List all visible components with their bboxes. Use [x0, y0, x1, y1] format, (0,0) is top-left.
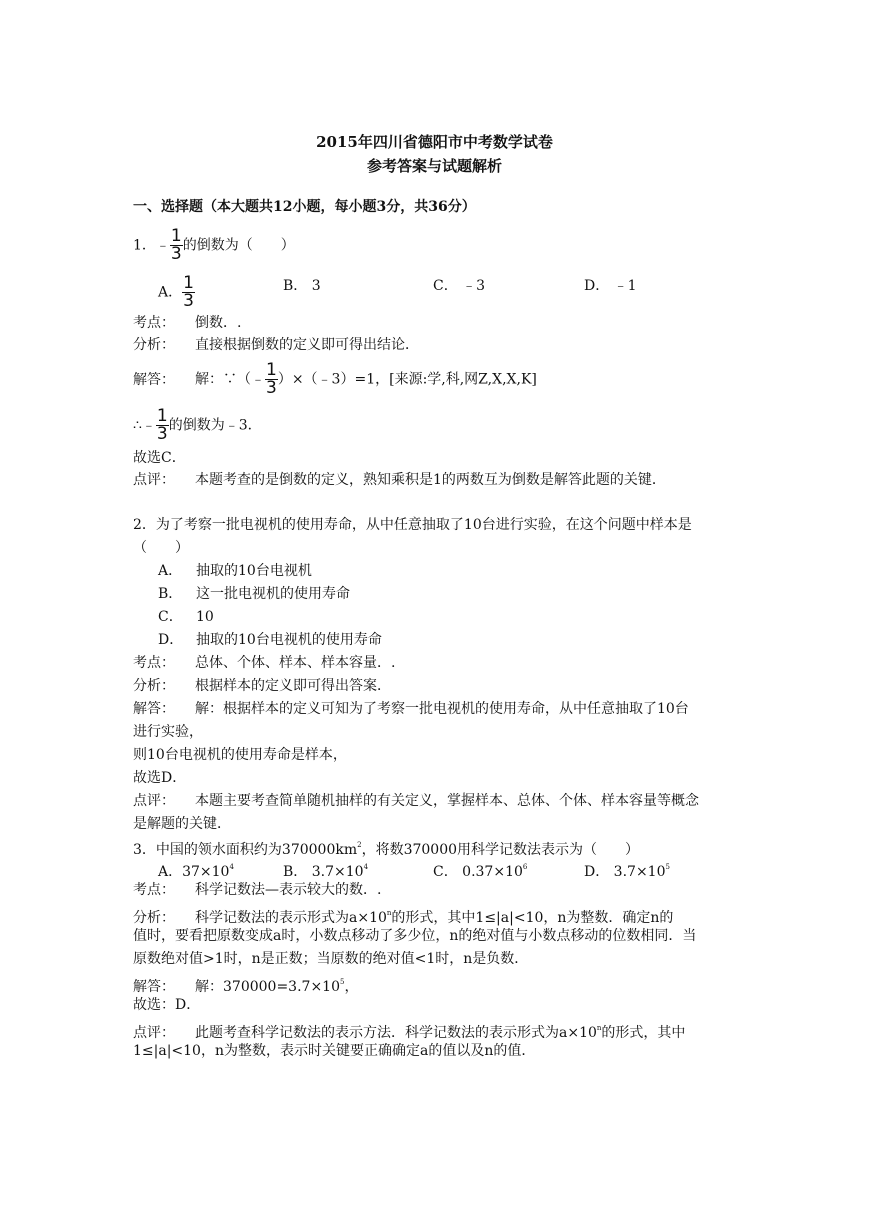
q2-dianping-line2: 是解题的关键．: [133, 816, 231, 832]
q3-fenxi-line3: 原数绝对值>1时，n是正数；当原数的绝对值<1时，n是负数．: [133, 951, 529, 967]
q3-option-c: C． $0.37\times 10^6$: [433, 863, 528, 880]
q3-fenxi: 分析： 科学记数法的表示形式为$a\times 10^n$的形式，其中1≤|a|<10，n为整数．确定n的: [133, 909, 674, 926]
q3-stem: 3．中国的领水面积约为$370000km^2$，将数370000用科学记数法表示为（ ）: [133, 841, 640, 858]
q2-option-c: C． 10: [158, 609, 214, 625]
fraction-one-third: $\frac{1}{3}$: [183, 273, 194, 311]
q2-kaodian: 考点： 总体、个体、样本、样本容量．.: [133, 655, 396, 671]
q1-jieda: 解答： 解：∵（﹣ $\frac{1}{3}$ ）×（﹣3）=1，[来源:学,科,网Z,X,X,K]: [133, 360, 537, 398]
q3-fenxi-line2: 值时，要看把原数变成a时，小数点移动了多少位，n的绝对值与小数点移动的位数相同．当: [133, 928, 697, 944]
q3-option-d: D． $3.7\times 10^5$: [584, 863, 670, 880]
q2-dianping: 点评： 本题主要考查简单随机抽样的有关定义，掌握样本、总体、个体、样本容量等概念: [133, 793, 699, 809]
q2-fenxi: 分析： 根据样本的定义即可得出答案．: [133, 678, 391, 694]
q2-option-a: A． 抽取的10台电视机: [158, 563, 312, 579]
q1-option-c: C． ﹣3: [433, 278, 486, 294]
q1-fenxi: 分析： 直接根据倒数的定义即可得出结论．: [133, 337, 419, 353]
q2-jieda-line3: 则10台电视机的使用寿命是样本，: [133, 747, 347, 763]
q1-kaodian: 考点： 倒数．.: [133, 315, 242, 331]
doc-title: 2015年四川省德阳市中考数学试卷: [316, 133, 553, 151]
fraction-one-third: $\frac{1}{3}$: [156, 406, 168, 444]
q1-stem: 1．﹣ $\frac{1}{3}$ 的倒数为（ ）: [133, 226, 295, 264]
q1-option-d: D． ﹣1: [584, 278, 637, 294]
q3-dianping: 点评： 此题考查科学记数法的表示方法．科学记数法的表示形式为$a\times 10^n$的形式，其中: [133, 1024, 686, 1041]
q1-option-b: B． 3: [283, 278, 321, 294]
q3-option-a: A．$37\times 10^4$: [158, 863, 234, 880]
q1-dianping: 点评： 本题考查的是倒数的定义，熟知乘积是1的两数互为倒数是解答此题的关键．: [133, 472, 666, 488]
q1-choose: 故选C．: [133, 450, 186, 466]
q3-option-b: B． $3.7\times 10^4$: [283, 863, 369, 880]
q3-choose: 故选：D．: [133, 997, 201, 1013]
fraction-one-third: $\frac{1}{3}$: [266, 360, 277, 398]
q3-dianping-line2: 1≤|a|<10，n为整数，表示时关键要正确确定a的值以及n的值．: [133, 1043, 536, 1059]
q2-choose: 故选D．: [133, 770, 187, 786]
q2-stem-line1: 2．为了考察一批电视机的使用寿命，从中任意抽取了10台进行实验，在这个问题中样本是: [133, 517, 692, 533]
section-heading: 一、选择题（本大题共12小题，每小题3分，共36分）: [133, 199, 476, 215]
q2-jieda-line2: 进行实验，: [133, 724, 203, 740]
q3-kaodian: 考点： 科学记数法—表示较大的数．.: [133, 882, 382, 898]
q2-option-d: D． 抽取的10台电视机的使用寿命: [158, 632, 382, 648]
q2-stem-line2: （ ）: [133, 540, 189, 556]
fraction-one-third: $\frac{1}{3}$: [170, 226, 182, 264]
doc-subtitle: 参考答案与试题解析: [366, 157, 502, 175]
q1-option-a: A． $\frac{1}{3}$: [158, 273, 194, 311]
q3-jieda: 解答： 解：$370000=3.7\times 10^5$，: [133, 978, 359, 995]
q2-option-b: B． 这一批电视机的使用寿命: [158, 586, 350, 602]
q1-therefore: ∴﹣ $\frac{1}{3}$ 的倒数为﹣3．: [133, 406, 262, 444]
q2-jieda: 解答： 解：根据样本的定义可知为了考察一批电视机的使用寿命，从中任意抽取了10台: [133, 701, 689, 717]
